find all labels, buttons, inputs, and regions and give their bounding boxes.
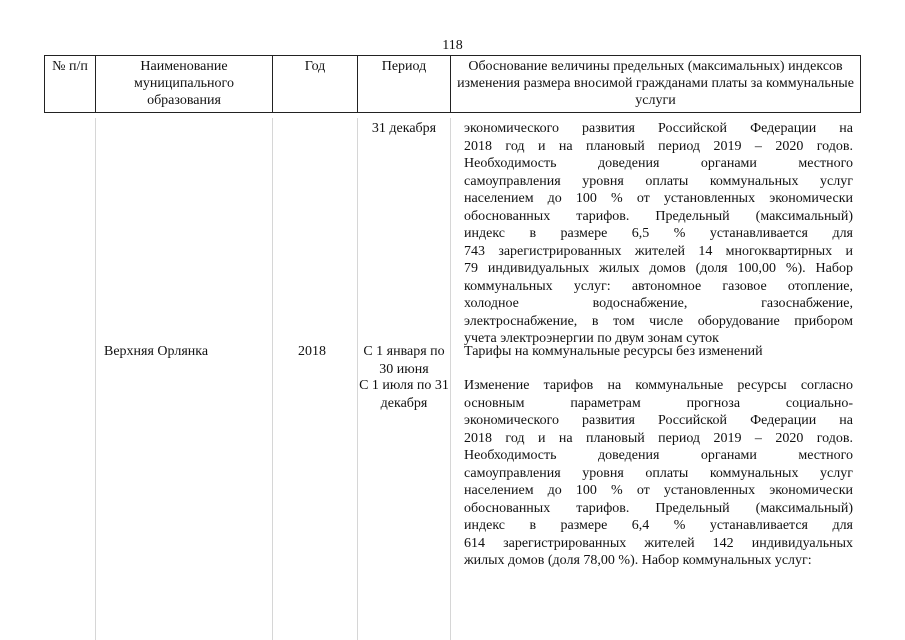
text-line: обоснованных тарифов. Предельный (максимальный) <box>464 500 853 516</box>
text-line: 614 зарегистрированных жителей 142 индивидуальных <box>464 535 853 551</box>
text-line: населением до 100 % от установленных экономически <box>464 483 853 498</box>
text-line: самоуправления уровня оплаты коммунальных услуг <box>464 173 853 189</box>
text-line: 743 зарегистрированных жителей 14 многоквартирных и <box>464 243 853 259</box>
period-continued: 31 декабря <box>371 121 437 136</box>
text-line: обоснованных тарифов. Предельный (максимальный) <box>464 208 853 224</box>
column-divider <box>450 118 451 640</box>
column-divider <box>95 118 96 640</box>
entry-year: 2018 <box>298 344 326 359</box>
text-line: основным параметрам прогноза социально- <box>464 395 853 411</box>
text-line: электроснабжение, в том числе оборудование прибором <box>464 313 853 329</box>
justification-first-half: Тарифы на коммунальные ресурсы без изменений <box>464 344 763 359</box>
header-period: Период <box>358 56 451 113</box>
header-year: Год <box>273 56 358 113</box>
header-number: № п/п <box>45 56 96 113</box>
text-line: экономического развития Российской Федерации на <box>464 413 853 428</box>
municipality-name: Верхняя Орлянка <box>104 344 209 359</box>
justification-second-half <box>464 377 853 570</box>
header-justification: Обоснование величины предельных (максимальных) индексов изменения размера вносимой гражданами платы за коммунальные услуги <box>451 56 861 113</box>
text-line: индекс в размере 6,5 % устанавливается для <box>464 226 853 241</box>
text-line: 2018 год и на плановый период 2019 – 2020 годов. <box>464 138 853 154</box>
period-first-half: С 1 января по 30 июня <box>363 344 445 377</box>
table-header <box>44 55 861 113</box>
text-line: экономического развития Российской Федерации на <box>464 121 853 136</box>
period-second-half: С 1 июля по 31 декабря <box>359 378 449 411</box>
text-line: коммунальных услуг: автономное газовое отопление, <box>464 278 853 294</box>
text-line: учета электроэнергии по двум зонам суток <box>464 331 719 346</box>
text-line: Необходимость доведения органами местного <box>464 448 853 463</box>
text-line: 79 индивидуальных жилых домов (доля 100,00 %). Набор <box>464 261 853 276</box>
page-number: 118 <box>442 38 463 53</box>
text-line: индекс в размере 6,4 % устанавливается для <box>464 518 853 533</box>
justification-continued <box>464 120 853 348</box>
header-municipality: Наименование муниципального образования <box>96 56 273 113</box>
text-line: 2018 год и на плановый период 2019 – 2020 годов. <box>464 430 853 446</box>
column-divider <box>272 118 273 640</box>
text-line: населением до 100 % от установленных экономически <box>464 191 853 206</box>
text-line: холодное водоснабжение, газоснабжение, <box>464 296 853 311</box>
text-line: самоуправления уровня оплаты коммунальных услуг <box>464 465 853 481</box>
text-line: Необходимость доведения органами местного <box>464 156 853 171</box>
text-line: Изменение тарифов на коммунальные ресурсы согласно <box>464 378 853 393</box>
text-line: жилых домов (доля 78,00 %). Набор коммунальных услуг: <box>464 553 812 568</box>
